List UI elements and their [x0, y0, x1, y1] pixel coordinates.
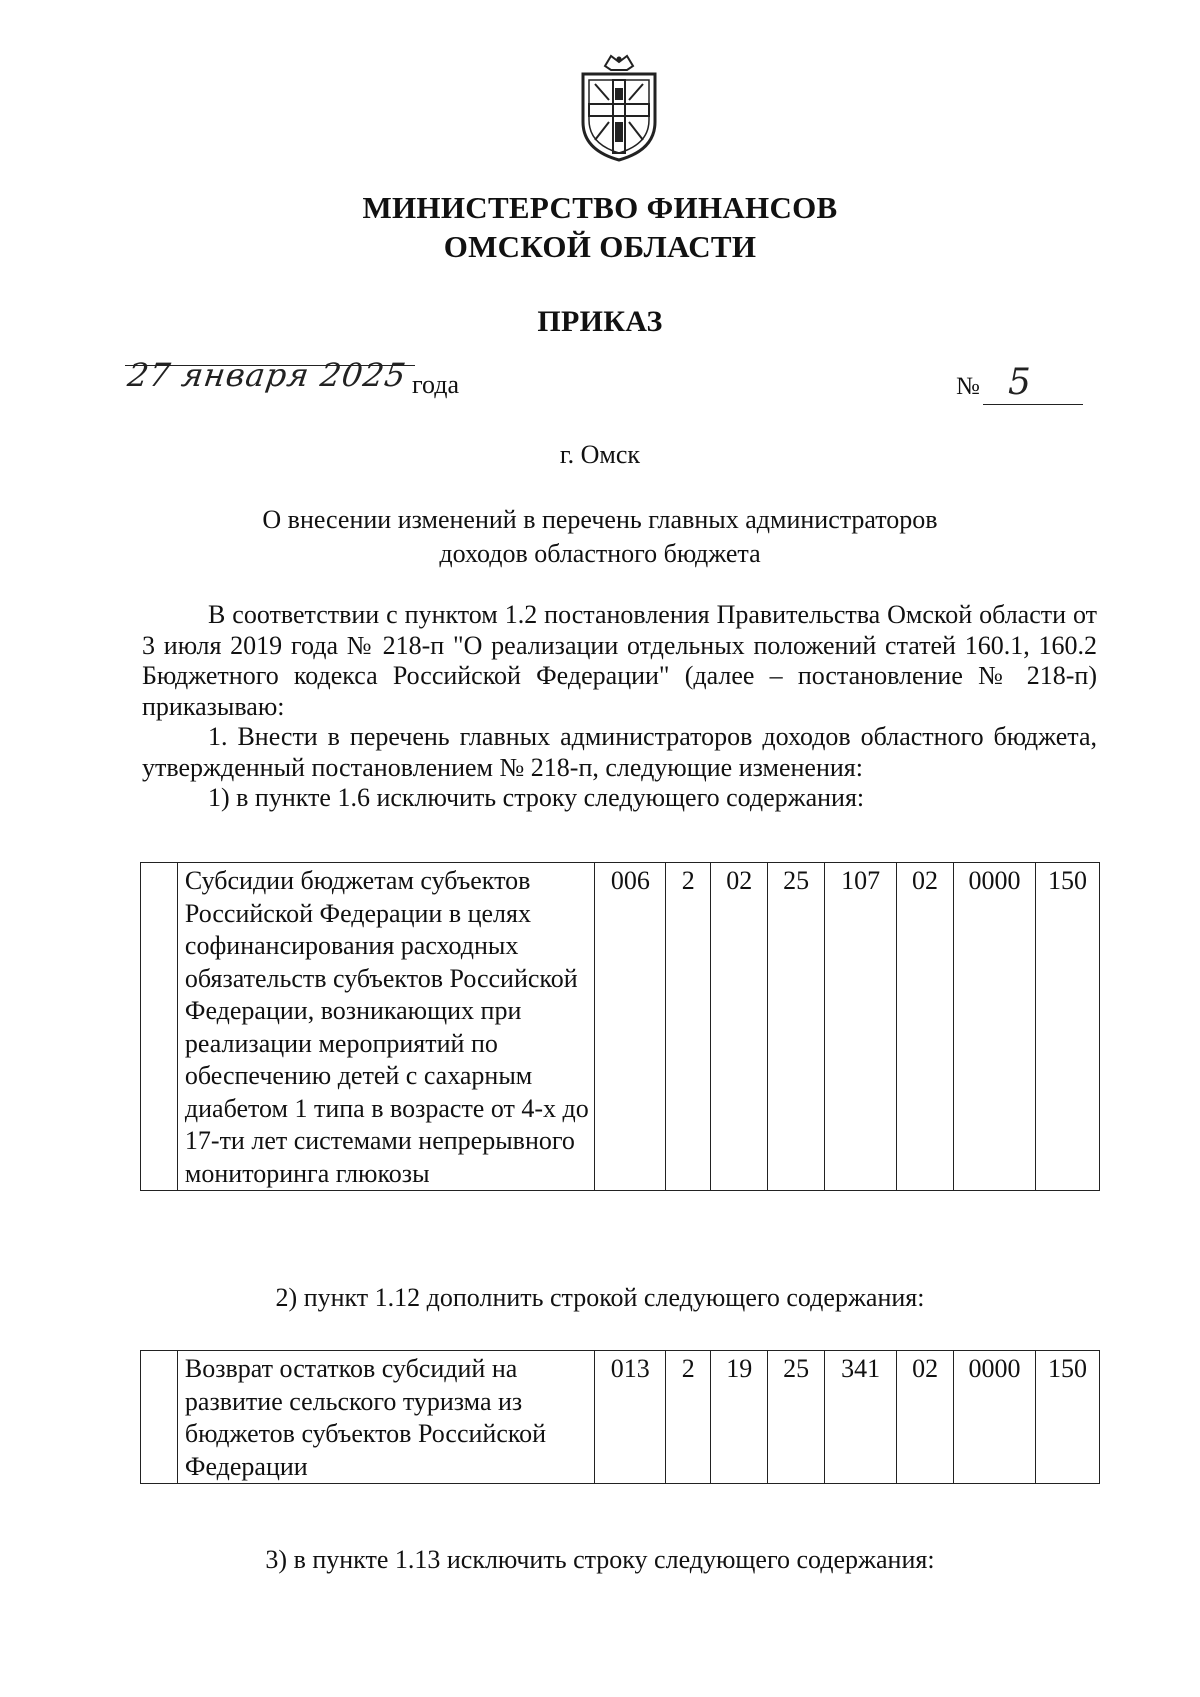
table-cell-empty	[141, 1351, 178, 1484]
document-body	[142, 600, 1097, 814]
code-cell: 2	[666, 1351, 711, 1484]
table-row	[141, 1351, 1100, 1484]
code-cell: 150	[1036, 1351, 1100, 1484]
item-3-paragraph: 3) в пункте 1.13 исключить строку следующего содержания:	[265, 1545, 935, 1574]
handwritten-date: 27 января 2025	[125, 356, 409, 394]
code-cell: 02	[711, 863, 768, 1191]
ministry-title	[0, 188, 1200, 266]
year-label: года	[412, 370, 460, 399]
item-2-paragraph: 2) пункт 1.12 дополнить строкой следующего содержания:	[275, 1283, 925, 1312]
income-description-cell: Субсидии бюджетам субъектов Российской Федерации в целях софинансирования расходных обязательств субъектов Российской Федерации, возникающих при реализации мероприятий по обеспечению детей с сахарным диабетом 1 типа в возрасте от 4-х до 17-ти лет системами непрерывного мониторинга глюкозы	[177, 863, 594, 1191]
coat-of-arms-emblem	[575, 52, 663, 162]
handwritten-number: 5	[1008, 362, 1032, 403]
code-cell: 0000	[954, 1351, 1036, 1484]
number-underline	[983, 404, 1083, 405]
document-type: ПРИКАЗ	[537, 305, 663, 338]
code-cell: 150	[1035, 863, 1099, 1191]
code-cell: 25	[768, 1351, 825, 1484]
document-subject	[200, 503, 1000, 571]
table-row	[141, 863, 1100, 1191]
code-cell: 013	[595, 1351, 666, 1484]
item-1-paragraph: 1) в пункте 1.6 исключить строку следующего содержания:	[208, 783, 865, 812]
added-row-table-2	[140, 1350, 1100, 1484]
code-cell: 02	[897, 1351, 954, 1484]
code-cell: 25	[768, 863, 825, 1191]
code-cell: 19	[711, 1351, 768, 1484]
code-cell: 341	[825, 1351, 897, 1484]
code-cell: 107	[825, 863, 897, 1191]
code-cell: 0000	[954, 863, 1036, 1191]
point-1-paragraph: 1. Внести в перечень главных администраторов доходов областного бюджета, утвержденный постановлением № 218-п, следующие изменения:	[142, 722, 1097, 782]
subject-line-2: доходов областного бюджета	[439, 539, 761, 568]
table-cell-empty	[141, 863, 178, 1191]
ministry-line-1: МИНИСТЕРСТВО ФИНАНСОВ	[362, 190, 838, 225]
excluded-row-table-1	[140, 862, 1100, 1191]
code-cell: 2	[666, 863, 711, 1191]
code-cell: 02	[897, 863, 954, 1191]
ministry-line-2: ОМСКОЙ ОБЛАСТИ	[443, 229, 757, 264]
subject-line-1: О внесении изменений в перечень главных администраторов	[262, 505, 938, 534]
city-line: г. Омск	[559, 440, 641, 469]
income-description-cell: Возврат остатков субсидий на развитие сельского туризма из бюджетов субъектов Российской Федерации	[177, 1351, 594, 1484]
preamble-paragraph: В соответствии с пунктом 1.2 постановления Правительства Омской области от 3 июля 2019 года № 218-п "О реализации отдельных положений статей 160.1, 160.2 Бюджетного кодекса Российской Федерации" (далее – постановление № 218-п) приказываю:	[142, 600, 1097, 721]
code-cell: 006	[595, 863, 666, 1191]
number-label: №	[956, 373, 980, 400]
